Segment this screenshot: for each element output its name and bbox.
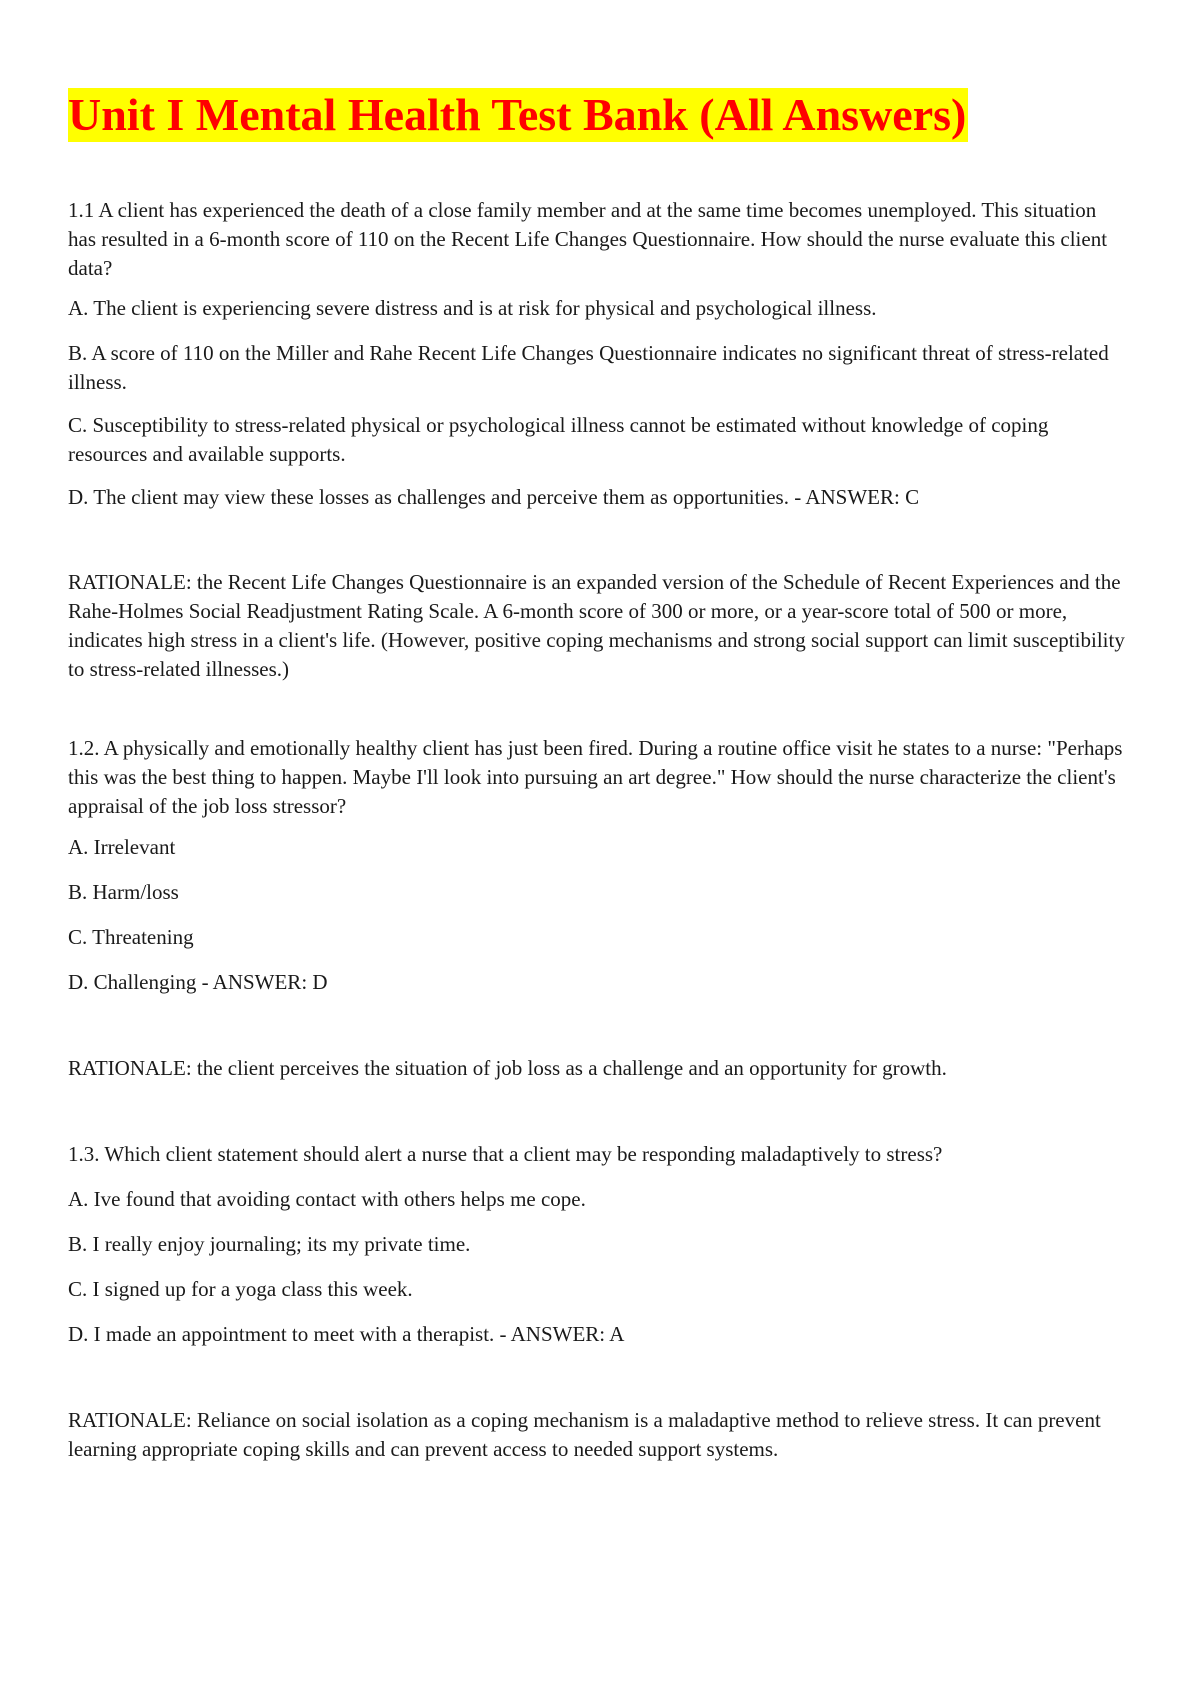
question-3-rationale: RATIONALE: Reliance on social isolation as a coping mechanism is a maladaptive method to relieve stress. It can prevent learning appropriate coping skills and can prevent access to needed support systems. xyxy=(68,1408,1101,1461)
question-2-option-d: D. Challenging - ANSWER: D xyxy=(68,970,328,994)
question-1-stem: 1.1 A client has experienced the death of a close family member and at the same time becomes unemployed. This situation has resulted in a 6-month score of 110 on the Recent Life Changes Questionnaire. How should the nurse evaluate this client data? xyxy=(68,198,1108,280)
question-1-option-b: B. A score of 110 on the Miller and Rahe Recent Life Changes Questionnaire indicates no significant threat of stress-related illness. xyxy=(68,341,1109,394)
question-3-option-d: D. I made an appointment to meet with a therapist. - ANSWER: A xyxy=(68,1322,625,1346)
document-page xyxy=(68,88,1128,142)
question-1-rationale: RATIONALE: the Recent Life Changes Questionnaire is an expanded version of the Schedule of Recent Experiences and the Rahe-Holmes Social Readjustment Rating Scale. A 6-month score of 300 or more, or a year-score total of 500 or more, indicates high stress in a client's life. (However, positive coping mechanisms and strong social support can limit susceptibility to stress-related illnesses.) xyxy=(68,570,1125,681)
question-3-option-b: B. I really enjoy journaling; its my private time. xyxy=(68,1232,471,1256)
question-1-option-a: A. The client is experiencing severe distress and is at risk for physical and psychological illness. xyxy=(68,296,877,320)
question-2-option-b: B. Harm/loss xyxy=(68,880,179,904)
question-2-stem: 1.2. A physically and emotionally healthy client has just been fired. During a routine office visit he states to a nurse: "Perhaps this was the best thing to happen. Maybe I'll look into pursuing an art degree." How should the nurse characterize the client's appraisal of the job loss stressor? xyxy=(68,736,1123,818)
question-1-option-c: C. Susceptibility to stress-related physical or psychological illness cannot be estimated without knowledge of coping resources and available supports. xyxy=(68,413,1049,466)
question-3-option-a: A. Ive found that avoiding contact with others helps me cope. xyxy=(68,1187,586,1211)
question-2-option-a: A. Irrelevant xyxy=(68,835,176,859)
question-1-option-d: D. The client may view these losses as challenges and perceive them as opportunities. - ANSWER: C xyxy=(68,485,920,509)
question-3-stem: 1.3. Which client statement should alert a nurse that a client may be responding maladaptively to stress? xyxy=(68,1142,943,1166)
question-3-option-c: C. I signed up for a yoga class this week. xyxy=(68,1277,413,1301)
question-2-rationale: RATIONALE: the client perceives the situation of job loss as a challenge and an opportunity for growth. xyxy=(68,1056,947,1080)
question-2-option-c: C. Threatening xyxy=(68,925,194,949)
document-title: Unit I Mental Health Test Bank (All Answers) xyxy=(68,89,967,140)
